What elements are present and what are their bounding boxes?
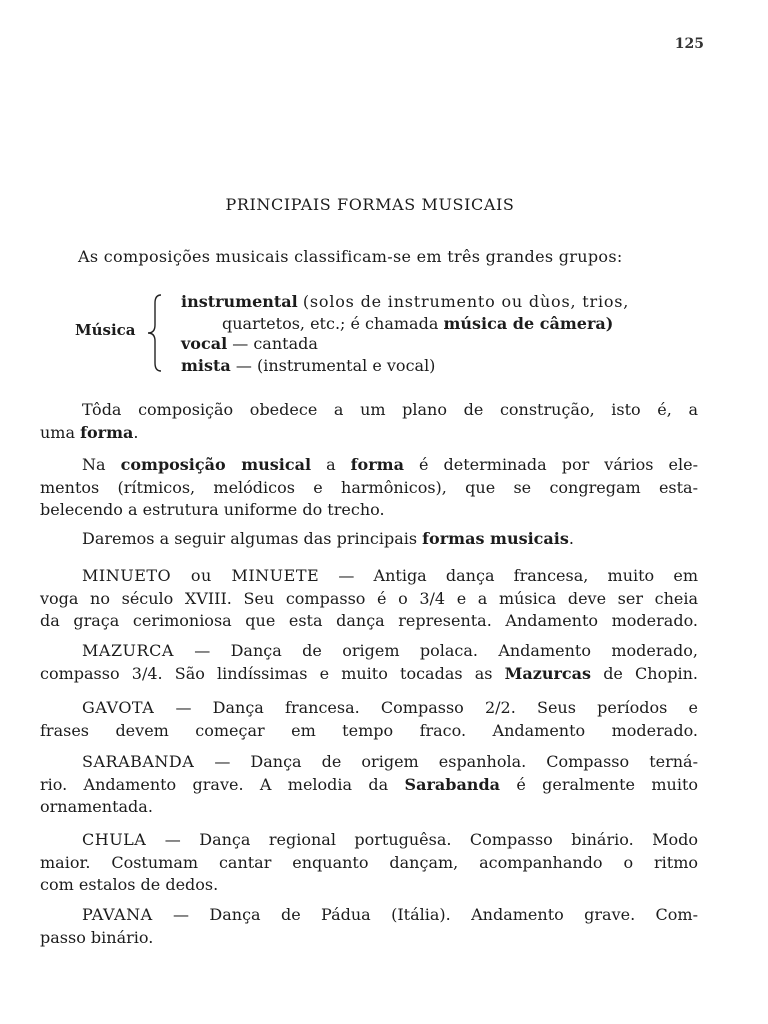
- text-fragment: .: [568, 529, 574, 548]
- text-line: mentos (rítmicos, melódicos e harmônicos), que se congregam esta-: [40, 477, 698, 497]
- text-line: [40, 663, 698, 686]
- form-gavota: [40, 697, 698, 742]
- class-term: instrumental: [181, 292, 298, 311]
- class-term: mista: [181, 356, 231, 375]
- text-fragment: Daremos a seguir algumas das principais: [82, 529, 418, 548]
- text-line: belecendo a estrutura uniforme do trecho.: [40, 500, 385, 519]
- form-name: SARABANDA: [82, 752, 195, 771]
- text-fragment: a: [326, 455, 336, 474]
- brace-icon: [145, 293, 167, 373]
- text-line: [40, 528, 698, 551]
- term-sarabanda: Sarabanda: [404, 774, 500, 794]
- term-forma: forma: [350, 455, 404, 474]
- term-composicao: composição musical: [120, 455, 312, 474]
- form-chula: [40, 829, 698, 897]
- text-fragment: rio. Andamento grave. A melodia da: [40, 774, 389, 794]
- text-line: passo binário.: [40, 927, 154, 947]
- text-line: [40, 774, 698, 797]
- text-line: ornamentada.: [40, 797, 153, 816]
- text-line: MAZURCA — Dança de origem polaca. Andamento moderado,: [82, 641, 698, 660]
- text-fragment: uma: [40, 422, 76, 442]
- text-fragment: de Chopin.: [603, 663, 698, 683]
- form-name: GAVOTA: [82, 698, 155, 717]
- text-line: [40, 454, 698, 477]
- form-pavana: [40, 904, 698, 949]
- class-close: ): [605, 314, 614, 333]
- form-name: PAVANA: [82, 905, 153, 924]
- class-desc: quartetos, etc.; é chamada: [222, 314, 439, 333]
- class-desc: — (instrumental e vocal): [235, 356, 436, 375]
- text-fragment: .: [133, 422, 139, 442]
- class-instrumental: [181, 291, 629, 313]
- form-minueto: [40, 565, 698, 633]
- text-line: da graça cerimoniosa que esta dança representa. Andamento moderado.: [40, 611, 698, 630]
- text-line: PAVANA — Dança de Pádua (Itália). Andamento grave. Com-: [82, 905, 698, 924]
- term-formas-musicais: formas musicais: [422, 529, 569, 548]
- class-desc: — cantada: [232, 334, 318, 353]
- class-instrumental-cont: [222, 313, 613, 335]
- intro-text: As composições musicais classificam-se em três grandes grupos:: [78, 247, 623, 266]
- text-fragment: é geralmente muito: [516, 774, 698, 794]
- text-line: [40, 422, 698, 445]
- text-line: MINUETO ou MINUETE — Antiga dança francesa, muito em: [82, 566, 698, 585]
- class-vocal: [181, 333, 318, 355]
- text-fragment: compasso 3/4. São lindíssimas e muito tocadas as: [40, 663, 493, 683]
- page-title: PRINCIPAIS FORMAS MUSICAIS: [225, 195, 515, 214]
- class-mista: [181, 355, 435, 377]
- paragraph-forma: [40, 399, 698, 444]
- form-name: CHULA: [82, 830, 147, 849]
- text-line: GAVOTA — Dança francesa. Compasso 2/2. Seus períodos e: [82, 698, 698, 717]
- term-mazurcas: Mazurcas: [504, 663, 592, 683]
- text-line: SARABANDA — Dança de origem espanhola. Compasso terná-: [82, 752, 698, 771]
- classification-label: Música: [75, 321, 136, 339]
- text-line: CHULA — Dança regional portuguêsa. Compasso binário. Modo: [82, 830, 698, 849]
- form-name: MAZURCA: [82, 641, 174, 660]
- class-desc: (solos de instrumento ou dùos, trios,: [302, 292, 630, 311]
- text-line: maior. Costumam cantar enquanto dançam, acompanhando o ritmo: [40, 852, 698, 872]
- text-fragment: Na: [82, 455, 106, 474]
- term-forma: forma: [80, 422, 134, 442]
- text-fragment: é determinada por vários ele-: [419, 455, 698, 474]
- text-line: com estalos de dedos.: [40, 875, 219, 894]
- form-name: MINUETO ou MINUETE: [82, 566, 320, 585]
- page-number: 125: [674, 36, 704, 52]
- paragraph-composicao: [40, 454, 698, 522]
- form-mazurca: [40, 640, 698, 685]
- class-emph: música de câmera: [443, 314, 606, 333]
- class-term: vocal: [181, 334, 228, 353]
- form-sarabanda: [40, 751, 698, 819]
- text-line: frases devem começar em tempo fraco. Andamento moderado.: [40, 720, 698, 740]
- text-line: voga no século XVIII. Seu compasso é o 3/4 e a música deve ser cheia: [40, 588, 698, 608]
- text-line: Tôda composição obedece a um plano de construção, isto é, a: [82, 400, 698, 419]
- paragraph-daremos: [40, 528, 698, 551]
